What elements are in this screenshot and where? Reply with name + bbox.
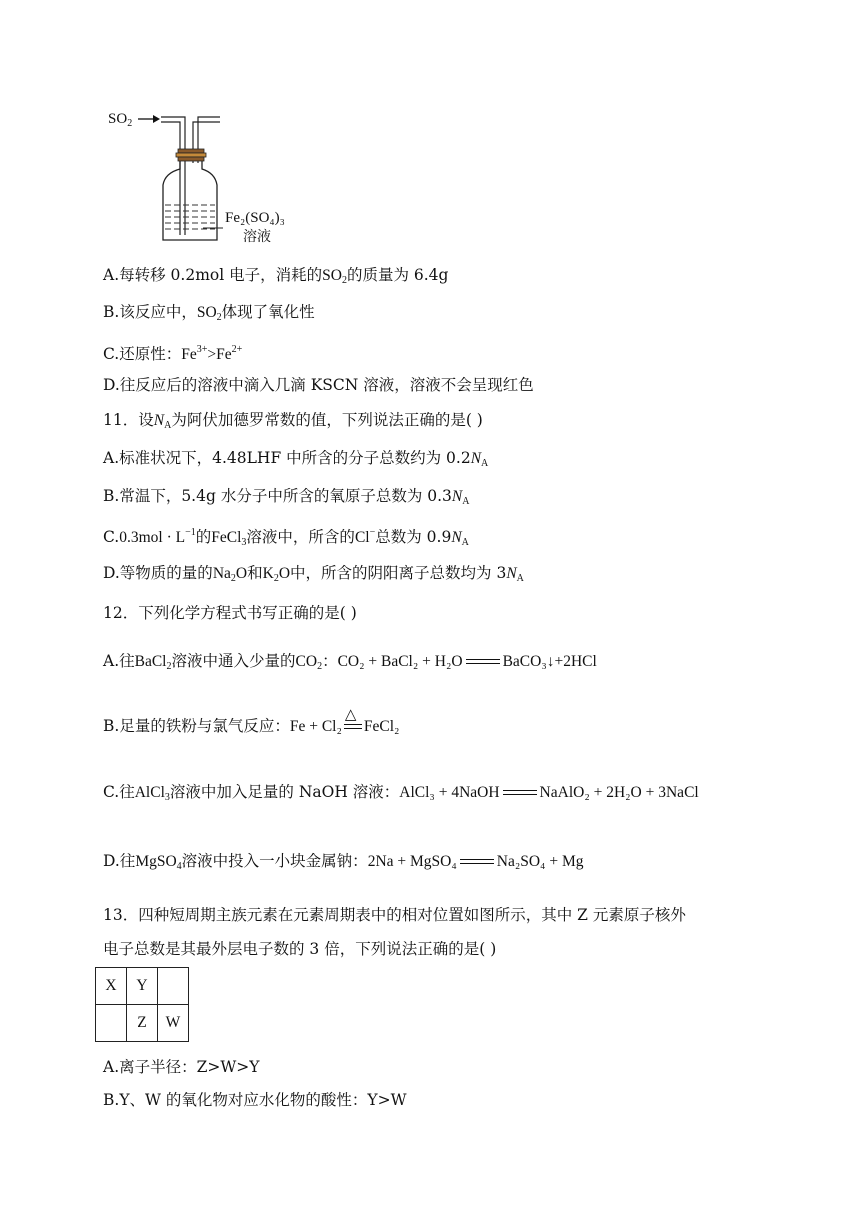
q12-stem: 12．下列化学方程式书写正确的是( ) [103,604,357,622]
table-cell: X [96,968,127,1005]
table-row [96,1005,189,1042]
table-cell [158,968,189,1005]
gas-washing-bottle-diagram [105,105,325,250]
q13-option-a: A.离子半径：Z>W>Y [103,1058,260,1076]
table-cell [96,1005,127,1042]
table-cell: Y [127,968,158,1005]
table-cell: W [158,1005,189,1042]
q12-option-d: D.往MgSO$_4$溶液中投入一小块金属钠：2Na + MgSO₄ Na₂SO₄ + Mg [103,852,584,872]
q11-option-b: B.常温下，5.4g 水分子中所含的氧原子总数为 0.3NA [103,487,470,507]
table-row [96,968,189,1005]
q11-option-c: $C.0.3mol \cdot L^{-1}$的FeCl$_3$溶液中，所含的Cl−总数为 0.9NA [103,527,469,548]
solution-label: 溶液 [243,229,271,245]
q12-option-a: A.往BaCl$_2$溶液中通入少量的$CO_2$：CO₂ + BaCl₂ + H₂O BaCO₃↓+2HCl [103,652,597,672]
equals-sign [460,857,494,867]
q13-option-b: B.Y、W 的氧化物对应水化物的酸性：Y>W [103,1091,407,1109]
gas-inlet-arrow [138,115,160,123]
q10-option-c: C.还原性：$Fe^{3+}>Fe^{2+}$ [103,344,243,363]
q13-stem-line1: 13．四种短周期主族元素在元素周期表中的相对位置如图所示，其中 Z 元素原子核外 [103,906,686,924]
liquid-lines [165,205,215,229]
q10-option-a: A.每转移 0.2mol 电子，消耗的$SO_2$的质量为 6.4g [103,266,449,286]
q10-option-d: D.往反应后的溶液中滴入几滴 KSCN 溶液，溶液不会呈现红色 [103,376,534,394]
q12-option-b: B.足量的铁粉与氯气反应：Fe + Cl₂ △ FeCl₂ [103,705,400,735]
solution-formula: Fe₂(SO₄)₃ [225,210,285,226]
table-cell: Z [127,1005,158,1042]
gas-label: $SO_2$ [108,111,133,129]
stopper [176,149,206,161]
q12-option-c: C.往AlCl$_3$溶液中加入足量的 NaOH 溶液：AlCl₃ + 4NaOH NaAlO₂ + 2H₂O + 3NaCl [103,783,699,803]
q11-stem: 11．设NA为阿伏加德罗常数的值，下列说法正确的是( ) [103,411,483,431]
periodic-table-fragment [95,967,189,1042]
q11-option-a: A.标准状况下，4.48LHF 中所含的分子总数约为 0.2NA [103,449,489,469]
q10-option-b: B.该反应中，$SO_2$体现了氧化性 [103,303,315,323]
q13-stem-line2: 电子总数是其最外层电子数的 3 倍，下列说法正确的是( ) [103,940,497,958]
q11-option-d: D.等物质的量的$Na_2O$和$K_2O$中，所含的阴阳离子总数均为 3NA [103,564,524,584]
equals-sign [503,788,537,798]
heating-equals-sign: △ [344,722,362,732]
equals-sign [466,657,500,667]
